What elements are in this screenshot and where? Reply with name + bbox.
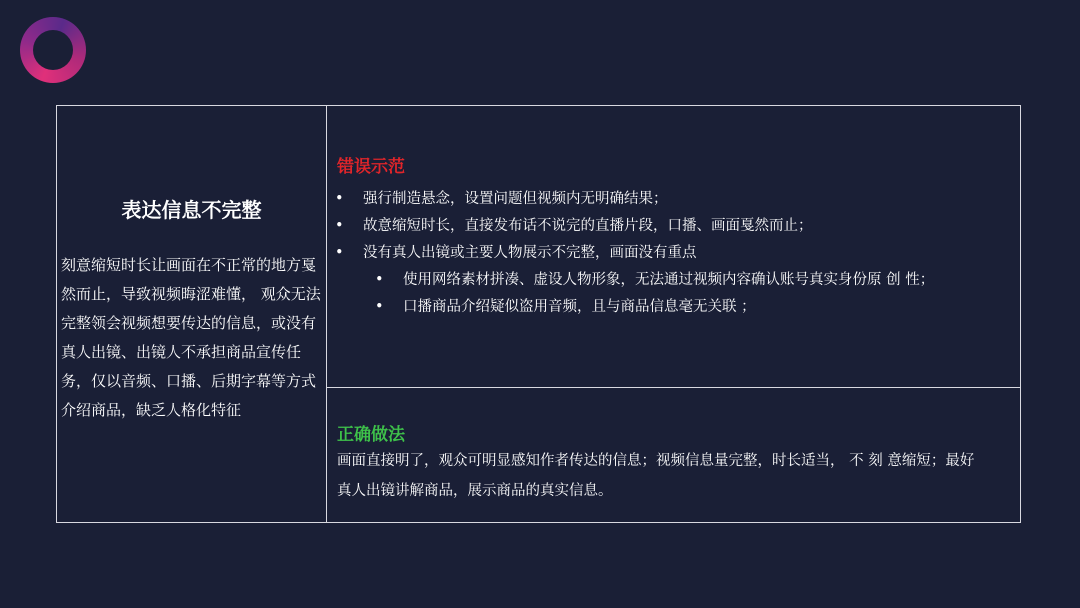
correct-practice-section bbox=[327, 388, 1020, 522]
left-column bbox=[57, 106, 327, 522]
wrong-example-list bbox=[335, 186, 1015, 321]
correct-practice-title: 正确做法 bbox=[337, 425, 405, 445]
wrong-example-section bbox=[327, 106, 1020, 388]
list-item: • 强行制造悬念，设置问题但视频内无明确结果； bbox=[335, 186, 1015, 213]
sub-list-item: • 口播商品介绍疑似盗用音频，且与商品信息毫无关联 ； bbox=[335, 294, 1015, 321]
sub-list-item: • 使用网络素材拼凑、虚设人物形象，无法通过视频内容确认账号真实身份原 创 性； bbox=[335, 267, 1015, 294]
wrong-example-title: 错误示范 bbox=[337, 157, 405, 177]
logo-ring bbox=[20, 17, 86, 83]
left-description: 刻意缩短时长让画面在不正常的地方戛然而止，导致视频晦涩难懂， 观众无法完整领会视频想要传达的信息，或没有真人出镜、出镜人不承担商品宣传任务，仅以音频、口播、后期字幕等方式 介绍商品，缺乏人格化特征 bbox=[61, 256, 321, 419]
list-item: • 没有真人出镜或主要人物展示不完整，画面没有重点 bbox=[335, 240, 1015, 267]
info-table bbox=[56, 105, 1021, 523]
left-title: 表达信息不完整 bbox=[121, 198, 262, 222]
correct-practice-text: 画面直接明了，观众可明显感知作者传达的信息；视频信息量完整，时长适当， 不 刻 意缩短；最好真人出镜讲解商品，展示商品的真实信息。 bbox=[337, 453, 975, 499]
list-item: • 故意缩短时长，直接发布话不说完的直播片段，口播、画面戛然而止； bbox=[335, 213, 1015, 240]
